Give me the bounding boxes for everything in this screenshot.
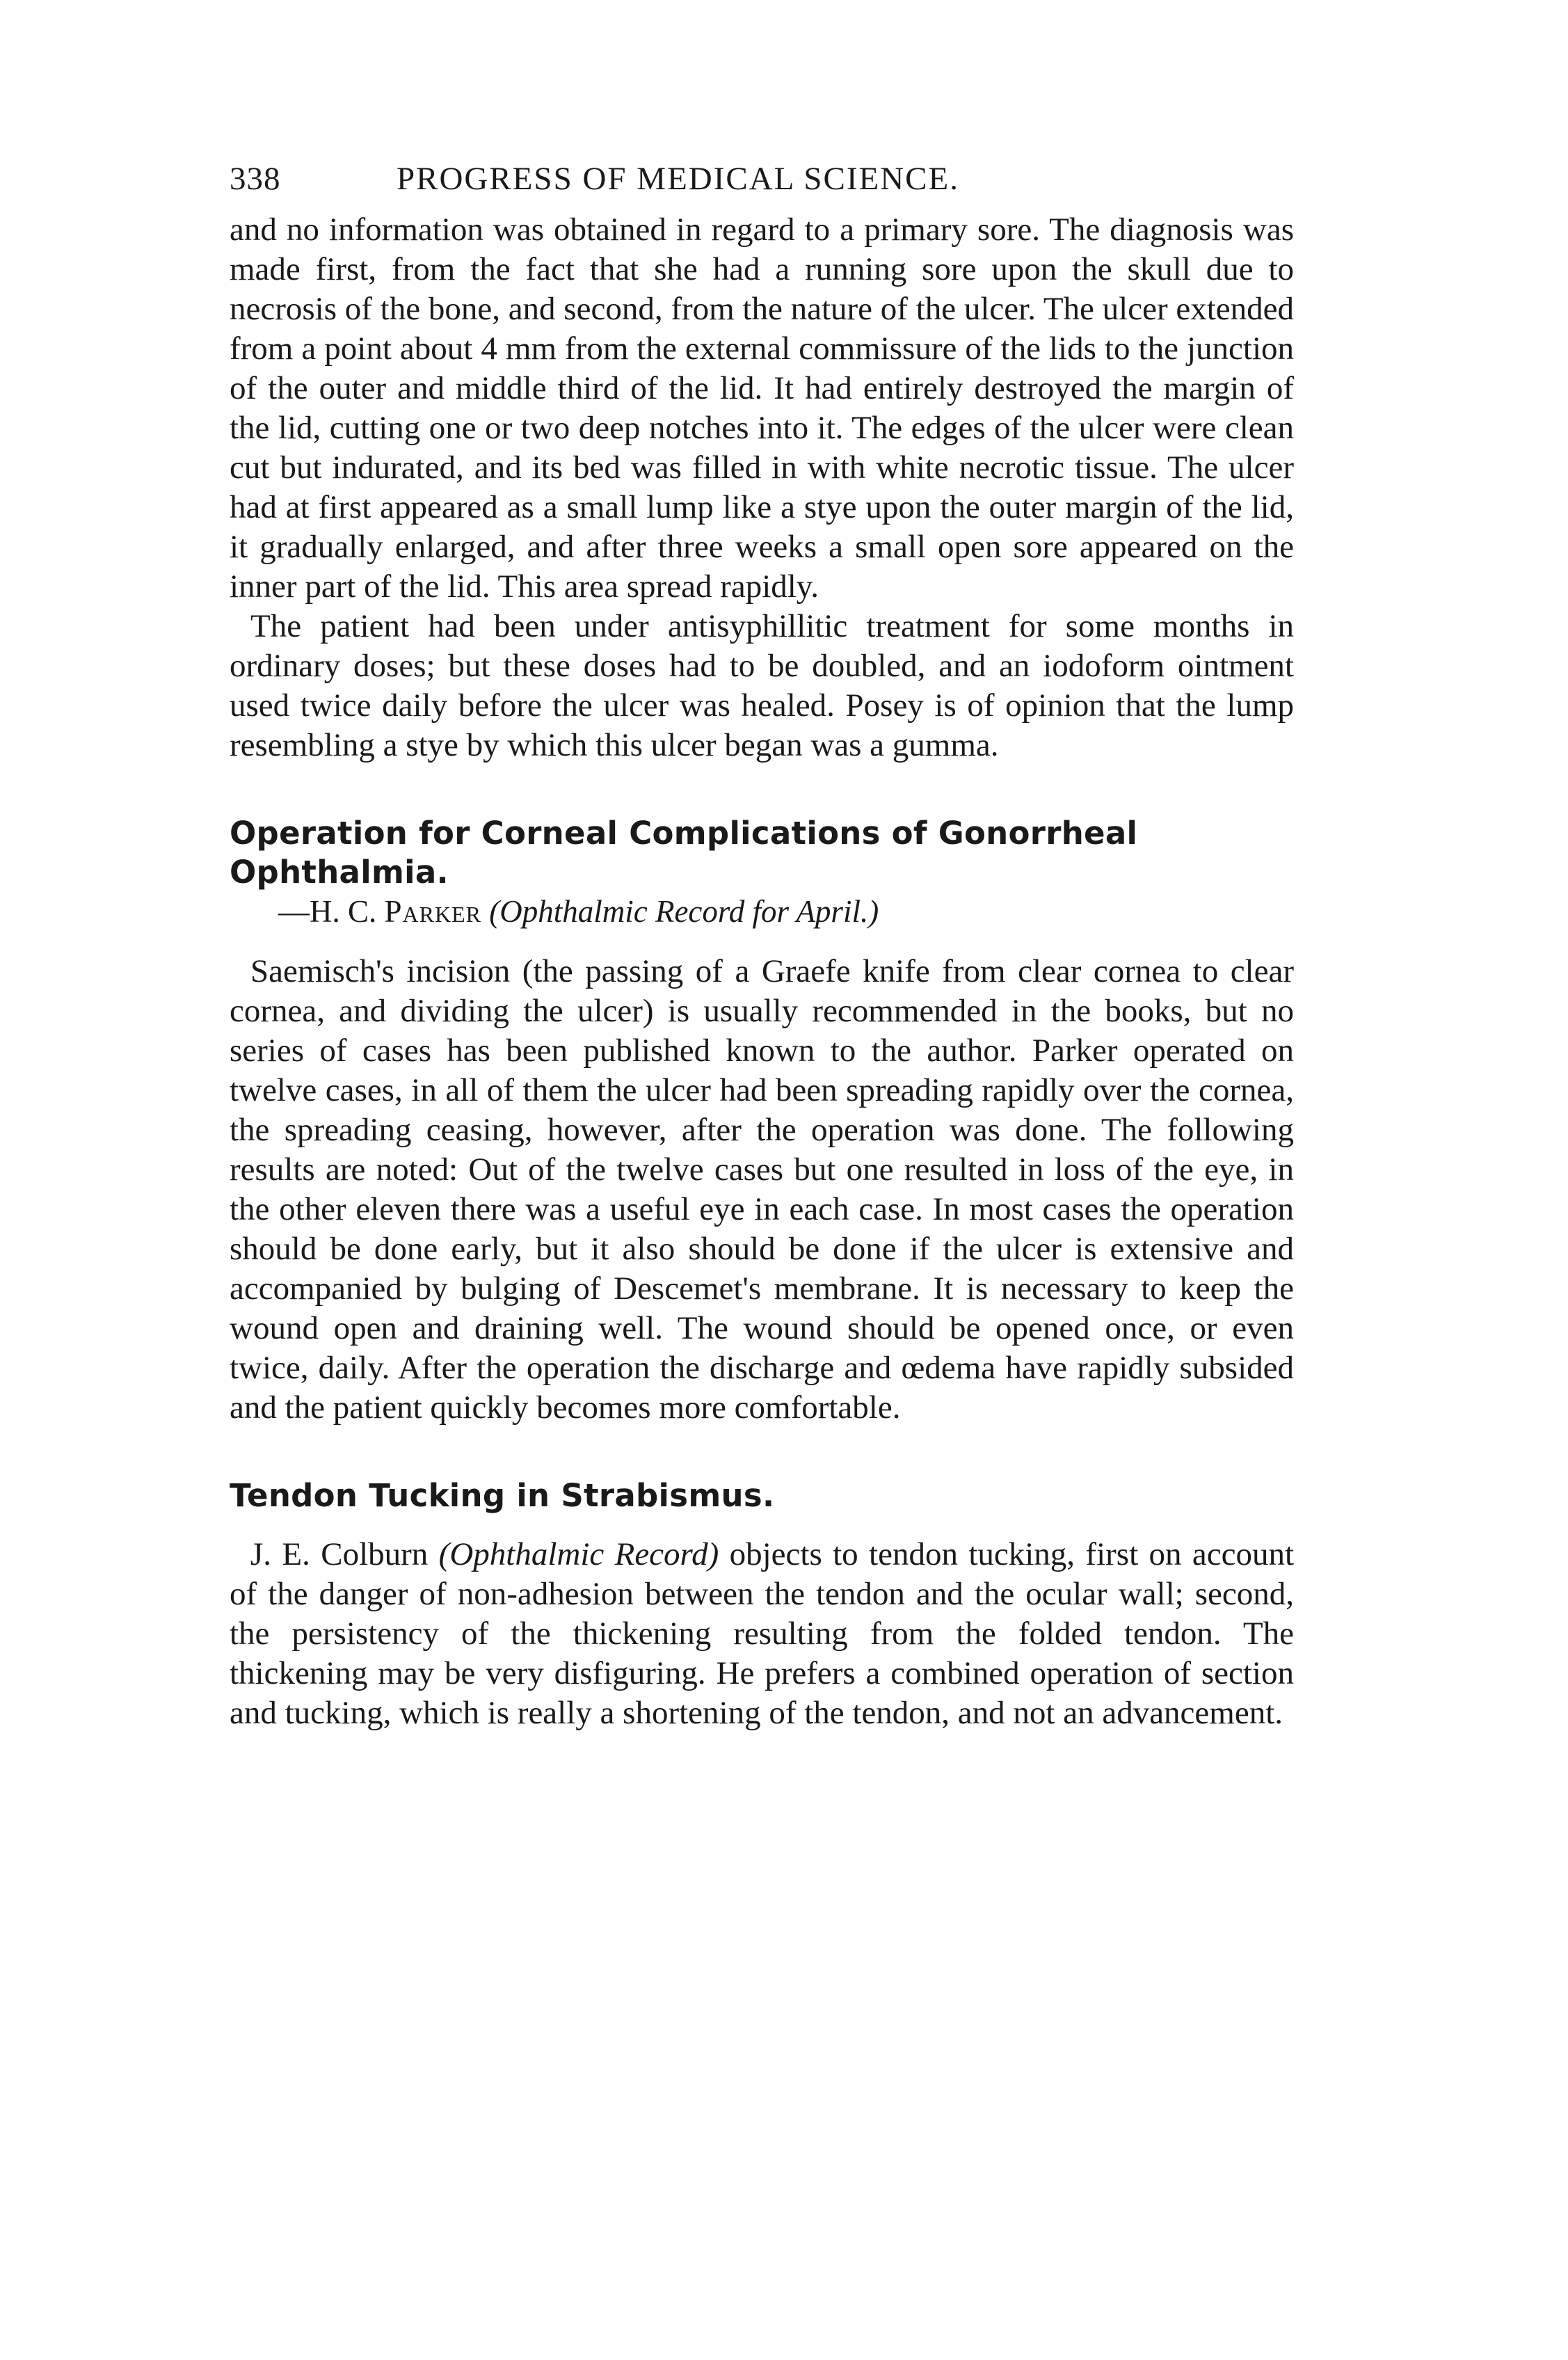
section-heading-corneal: Operation for Corneal Complications of Gonorrheal Ophthalmia. xyxy=(230,815,1138,891)
byline-prefix: —H. C. xyxy=(278,894,385,929)
byline-author: Parker xyxy=(384,894,481,929)
page-number: 338 xyxy=(230,161,281,197)
section-gap xyxy=(230,1515,1294,1535)
paragraph-continued: and no information was obtained in regard to a primary sore. The diagnosis was made first, from the fact that she had a running sore upon the skull due to necrosis of the bone, and second, from the nature of the ulcer. The ulcer extended from a point about 4 mm from the external commissure of the lids to the junction of the outer and middle third of the lid. It had entirely destroyed the margin of the lid, cutting one or two deep notches into it. The edges of the ulcer were clean cut but indurated, and its bed was filled in with white necrotic tissue. The ulcer had at first appeared as a small lump like a stye upon the outer margin of the lid, it gradually enlarged, and after three weeks a small open sore appeared on the inner part of the lid. This area spread rapidly. xyxy=(230,212,1294,605)
page xyxy=(230,160,1294,1733)
paragraph-colburn xyxy=(230,1535,1294,1733)
byline-source: (Ophthalmic Record for April.) xyxy=(489,894,879,929)
paragraph-treatment: The patient had been under antisyphillitic treatment for some months in ordinary doses; but these doses had to be doubled, and an iodoform ointment used twice daily before the ulcer was healed. Posey is of opinion that the lump resembling a stye by which this ulcer began was a gumma. xyxy=(230,608,1294,763)
byline-parker xyxy=(278,892,1294,931)
running-head xyxy=(230,160,1294,198)
section-heading-tendon: Tendon Tucking in Strabismus. xyxy=(230,1477,775,1514)
paragraph-saemisch: Saemisch's incision (the passing of a Graefe knife from clear cornea to clear cornea, and dividing the ulcer) is usually recommended in the books, but no series of cases has been published known to the author. Parker operated on twelve cases, in all of them the ulcer had been spreading rapidly over the cornea, the spreading ceasing, however, after the operation was done. The following results are noted: Out of the twelve cases but one resulted in loss of the eye, in the other eleven there was a useful eye in each case. In most cases the operation should be done early, but it also should be done if the ulcer is extensive and accompanied by bulging of Descemet's membrane. It is necessary to keep the wound open and draining well. The wound should be opened once, or even twice, daily. After the operation the discharge and œdema have rapidly subsided and the patient quickly becomes more comfortable. xyxy=(230,953,1294,1426)
colburn-source: (Ophthalmic Record) xyxy=(438,1536,719,1572)
colburn-lead: J. E. Colburn xyxy=(250,1536,439,1572)
running-title: PROGRESS OF MEDICAL SCIENCE. xyxy=(397,161,959,197)
colburn-rest: objects to tendon tucking, first on account of the danger of non-adhesion between the tendon and the ocular wall; second, the persistency of the thickening resulting from the folded tendon. The thickening may be very disfiguring. He prefers a combined operation of section and tucking, which is really a shortening of the tendon, and not an advancement. xyxy=(230,1536,1295,1731)
